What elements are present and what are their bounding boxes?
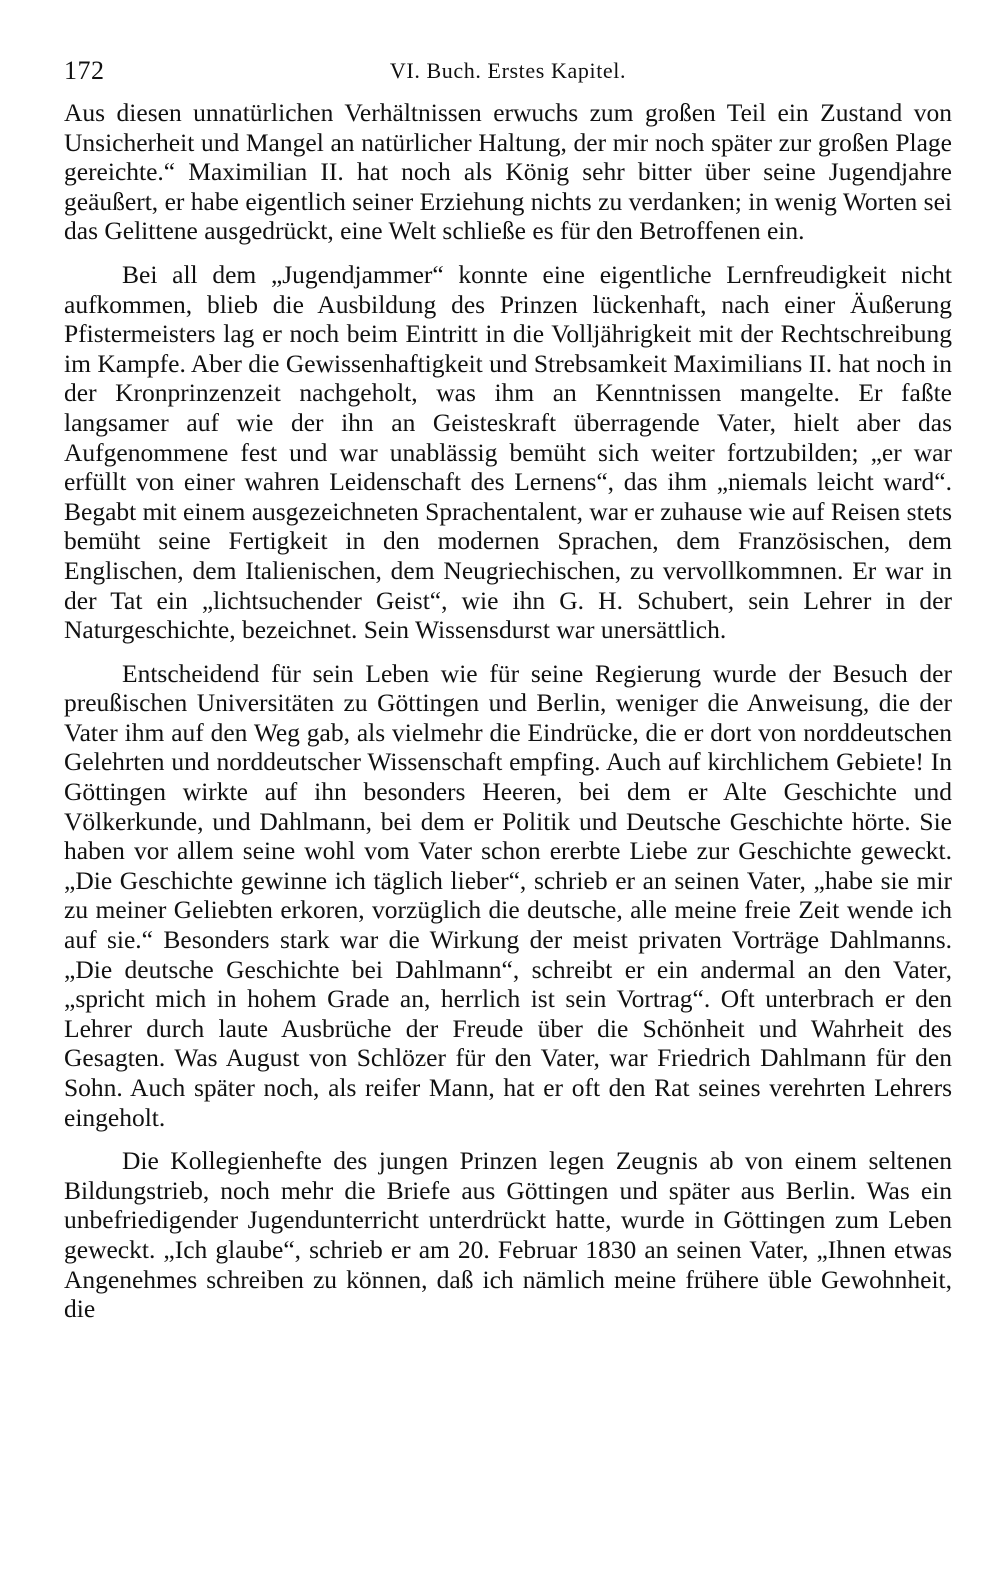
paragraph-1: Aus diesen unnatürlichen Verhältnissen erwuchs zum großen Teil ein Zustand von Unsicherheit und Mangel an natürlicher Haltung, der mir noch später zur großen Plage gereichte.“ Maximilian II. hat noch als König sehr bitter über seine Jugendjahre geäußert, er habe eigentlich seiner Erziehung nichts zu verdanken; in wenig Worten sei das Gelittene ausgedrückt, eine Welt schließe es für den Betroffenen ein. [64, 98, 952, 246]
body-text [64, 98, 952, 1324]
page-number: 172 [64, 56, 105, 85]
book-page [64, 56, 952, 1338]
paragraph-3: Entscheidend für sein Leben wie für seine Regierung wurde der Besuch der preußischen Universitäten zu Göttingen und Berlin, weniger die Anweisung, die der Vater ihm auf den Weg gab, als vielmehr die Eindrücke, die er dort von norddeutschen Gelehrten und norddeutscher Wissenschaft empfing. Auch auf kirchlichem Gebiete! In Göttingen wirkte auf ihn besonders Heeren, bei dem er Alte Geschichte und Völkerkunde, und Dahlmann, bei dem er Politik und Deutsche Geschichte hörte. Sie haben vor allem seine wohl vom Vater schon ererbte Liebe zur Geschichte geweckt. „Die Geschichte gewinne ich täglich lieber“, schrieb er an seinen Vater, „habe sie mir zu meiner Geliebten erkoren, vorzüglich die deutsche, alle meine freie Zeit wende ich auf sie.“ Besonders stark war die Wirkung der meist privaten Vorträge Dahlmanns. „Die deutsche Geschichte bei Dahlmann“, schreibt er ein andermal an den Vater, „spricht mich in hohem Grade an, herrlich ist sein Vortrag“. Oft unterbrach er den Lehrer durch laute Ausbrüche der Freude über die Schönheit und Wahrheit des Gesagten. Was August von Schlözer für den Vater, war Friedrich Dahlmann für den Sohn. Auch später noch, als reifer Mann, hat er oft den Rat seines verehrten Lehrers eingeholt. [64, 658, 952, 1132]
paragraph-2: Bei all dem „Jugendjammer“ konnte eine eigentliche Lernfreudigkeit nicht aufkommen, blieb die Ausbildung des Prinzen lückenhaft, nach einer Äußerung Pfistermeisters lag er noch beim Eintritt in die Volljährigkeit mit der Rechtschreibung im Kampfe. Aber die Gewissenhaftigkeit und Strebsamkeit Maximilians II. hat noch in der Kronprinzenzeit nachgeholt, was ihm an Kenntnissen mangelte. Er faßte langsamer auf wie der ihn an Geisteskraft überragende Vater, hielt aber das Aufgenommene fest und war unablässig bemüht sich weiter fortzubilden; „er war erfüllt von einer wahren Leidenschaft des Lernens“, das ihm „niemals leicht ward“. Begabt mit einem ausgezeichneten Sprachentalent, war er zuhause wie auf Reisen stets bemüht seine Fertigkeit in den modernen Sprachen, dem Französischen, dem Englischen, dem Italienischen, dem Neugriechischen, zu vervollkommnen. Er war in der Tat ein „lichtsuchender Geist“, wie ihn G. H. Schubert, sein Lehrer in der Naturgeschichte, bezeichnet. Sein Wissensdurst war unersättlich. [64, 259, 952, 645]
running-head: VI. Buch. Erstes Kapitel. [389, 58, 627, 83]
page-header [64, 56, 952, 90]
paragraph-4: Die Kollegienhefte des jungen Prinzen legen Zeugnis ab von einem seltenen Bildungstrieb, noch mehr die Briefe aus Göttingen und später aus Berlin. Was ein unbefriedigender Jugendunterricht unterdrückt hatte, wurde in Göttingen zum Leben geweckt. „Ich glaube“, schrieb er am 20. Februar 1830 an seinen Vater, „Ihnen etwas Angenehmes schreiben zu können, daß ich nämlich meine frühere üble Gewohnheit, die [64, 1146, 952, 1324]
